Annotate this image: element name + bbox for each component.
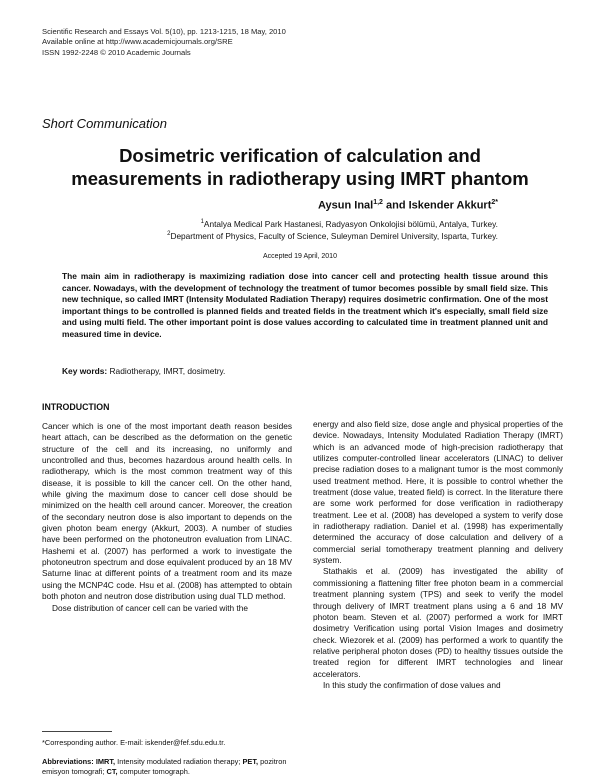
abbr-definition: pozitron emisyon tomografi; xyxy=(42,757,287,776)
affiliation-2-text: Department of Physics, Faculty of Science, Suleyman Demirel University, Isparta, Turkey. xyxy=(170,231,498,241)
author-2-affil: 2* xyxy=(491,199,498,206)
abbreviations xyxy=(42,757,294,776)
abstract: The main aim in radiotherapy is maximizing radiation dose into cancer cell and protecting health tissue around this cancer. Nowadays, with the development of technology the treatment of tumor becomes possible by small field size. This new technique, so called IMRT (Intensity Modulated Radiation Therapy) requires dosimetric confirmation. One of the most important things to be controlled is planned fields and treated fields in the treatment which it's especially, small field size and using multi field. The other important point is dose values according to calculated time in treatment planned unit and measured time in device. xyxy=(62,271,548,339)
keywords-label: Key words: xyxy=(62,366,108,376)
author-2: Iskender Akkurt xyxy=(408,199,492,212)
journal-citation: Scientific Research and Essays Vol. 5(10), pp. 1213-1215, 18 May, 2010 xyxy=(42,27,286,36)
affiliation-2-marker: 2 xyxy=(167,231,171,238)
paragraph: energy and also field size, dose angle and physical properties of the device. Nowadays, Intensity Modulated Radiation Therapy (IMRT) which is an advanced mode of high-precision radiotherapy that utilizes computer-controlled linear accelerators (LINAC) to deliver precise radiation doses to a malignant tumor is the most commonly used treatment method. Here, it is possible to control whether the treatment (dose value, treated field) is correct. In the literature there are some work performed for dose verification in radiotherapy treatment. Lee et al. (2008) has developed a system to verify dose in radiotherapy radiation. Daniel et al. (1998) has experimentally determined the accuracy of dose calculation and delivery of a commercial serial tomotherapy treatment planning and delivery system. xyxy=(313,419,563,566)
footnote-divider xyxy=(42,731,112,732)
affiliation-1-marker: 1 xyxy=(200,219,204,226)
abbr-term: CT, xyxy=(106,766,118,776)
author-conjunction: and xyxy=(382,199,409,212)
paragraph: Cancer which is one of the most important death reason besides heart attach, can be described as the deformation on the genetic structure of the cell and its increasing, no uniformly and uncontrolled and thus, becomes hazardous around health cells. In radiotherapy, which is the most common treatment way of this disease, it is possible to kill the cancer cell. On the other hand, while giving the maximum dose to cancer cell dose should be minimized on the health cell around cancer. Moreover, the creation of the secondary neutron dose is also important to depends on the given photon beam energy (Akkurt, 2003). A number of studies have been performed on the photoneutron evaluation from LINAC. Hashemi et al. (2007) has performed a work to investigate the photoneutron spectrum and dose equivalent produced by an 18 MV Saturne linac at different points of a treatment room and its maze using the MCNP4C code. Hsu et al. (2008) has attempted to obtain both photon and neutron dose distribution using dual TLD method. xyxy=(42,421,292,602)
body-column-left xyxy=(42,421,292,614)
article-type: Short Communication xyxy=(42,116,167,131)
author-line xyxy=(318,199,498,212)
journal-url: Available online at http://www.academicjournals.org/SRE xyxy=(42,37,233,47)
affiliation-1-text: Antalya Medical Park Hastanesi, Radyasyon Onkolojisi bölümü, Antalya, Turkey. xyxy=(203,219,498,229)
corresponding-author: *Corresponding author. E-mail: iskender@fef.sdu.edu.tr. xyxy=(42,738,226,747)
journal-header xyxy=(42,27,286,58)
article-title: Dosimetric verification of calculation and measurements in radiotherapy using IMRT phantom xyxy=(71,145,529,189)
abbr-definition: Intensity modulated radiation therapy; xyxy=(115,757,243,766)
journal-issn: ISSN 1992-2248 © 2010 Academic Journals xyxy=(42,47,191,57)
author-1-affil: 1,2 xyxy=(373,199,383,206)
abbr-term: IMRT, xyxy=(95,757,116,766)
affiliation-1 xyxy=(201,219,498,229)
abbreviations-label: Abbreviations: xyxy=(42,757,94,766)
affiliation-2 xyxy=(167,231,498,241)
abbr-term: PET, xyxy=(242,757,259,766)
paragraph: Stathakis et al. (2009) has investigated the ability of commissioning a flattening filter free photon beam in a commercial treatment planning system (TPS) and seek to verify the model through delivery of IMRT treatment plans using a 6 and 18 MV photon beam. Steven et al. (2007) performed a work for IMRT dosimetry Verification using portal Vision Images and dosimetry check. Wiezorek et al. (2009) has performed a work to quantify the relative peripheral photon doses (PD) to healthy tissues outside the treated region for different IMRT technologies and linear accelerators. xyxy=(313,566,563,679)
body-column-right xyxy=(313,419,563,691)
abbr-definition: computer tomograph. xyxy=(117,766,190,776)
accepted-date: Accepted 19 April, 2010 xyxy=(263,253,337,260)
paragraph: In this study the confirmation of dose values and xyxy=(323,679,501,690)
paragraph: Dose distribution of cancer cell can be varied with the xyxy=(52,602,249,613)
author-1: Aysun Inal xyxy=(318,199,374,212)
keywords-text: Radiotherapy, IMRT, dosimetry. xyxy=(107,366,226,376)
keywords xyxy=(62,366,225,376)
introduction-heading: INTRODUCTION xyxy=(42,402,110,412)
